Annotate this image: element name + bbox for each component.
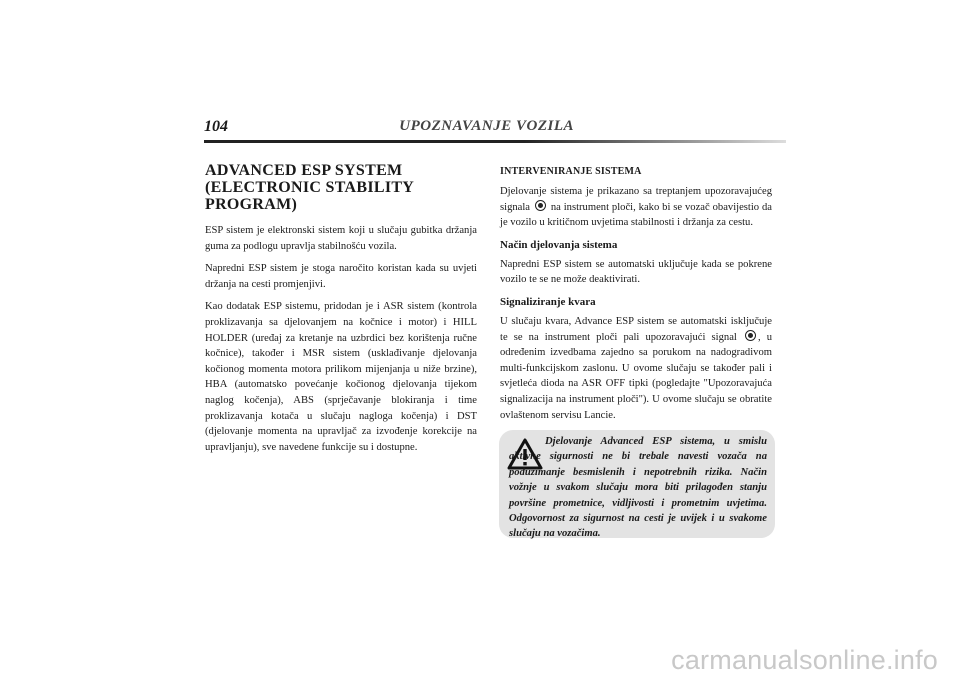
left-column bbox=[205, 162, 477, 462]
heading-fault: Signaliziranje kvara bbox=[500, 295, 596, 308]
paragraph-systems: Kao dodatak ESP sistemu, pridodan je i ASR sistem (kontrola proklizavanja sa djelovanjem na kočnice i motor) i HILL HOLDER (uređaj za kretanje na uzbrdici bez korištenja ručne kočnice), također i MSR sistem (usklađivanje djelovanja kočionog momenta motora prilikom mijenjanja u niže brzine), HBA (automatsko povećanje kočionog djelovanja tijekom naglog kočenja), ABS (sprječavanje blokiranja i time proklizavanja kotača u slučaju nagloga kočenja) i DST (djelovanje momenta na upravljač za izvođenje korekcije na upravljanju), sve navedene funkcije su i dostupne. bbox=[205, 301, 477, 453]
paragraph-fault bbox=[500, 314, 772, 423]
article-title: ADVANCED ESP SYSTEM (ELECTRONIC STABILITY PROGRAM) bbox=[205, 162, 414, 213]
watermark: carmanualsonline.info bbox=[671, 645, 938, 675]
esp-warning-icon bbox=[745, 330, 756, 341]
paragraph-intervention-part1: Djelovanje sistema je prikazano sa treptanjem upozoravajućeg signala bbox=[500, 186, 772, 213]
warning-text: Djelovanje Advanced ESP sistema, u smislu aktivne sigurnosti ne bi trebale navesti vozača na poduzimanje besmislenih i nepotrebnih rizika. Način vožnje u svakom slučaju mora biti prilagođen stanju površine prometnice, vidljivosti i prometnim uvjetima. Odgovornost za sigurnost na cesti je uvijek i u svakome slučaju na vozačima. bbox=[509, 436, 767, 540]
paragraph-conditions: Napredni ESP sistem je stoga naročito koristan kada su uvjeti držanja na cesti promjenjivi. bbox=[205, 263, 477, 290]
paragraph-fault-part1: U slučaju kvara, Advance ESP sistem se automatski isključuje te se na instrument ploči pali upozoravajući signal bbox=[500, 315, 772, 343]
page-header bbox=[204, 118, 786, 148]
page-number: 104 bbox=[204, 118, 228, 135]
section-title: UPOZNAVANJE VOZILA bbox=[399, 118, 574, 134]
heading-operation: Način djelovanja sistema bbox=[500, 238, 618, 251]
right-column bbox=[500, 165, 772, 430]
warning-box bbox=[499, 430, 775, 538]
paragraph-operation: Napredni ESP sistem se automatski uključuje kada se pokrene vozilo te se ne može deaktivirati. bbox=[500, 258, 772, 286]
paragraph-intervention-part2: na instrument ploči, kako bi se vozač obavijestio da je vozilo u kritičnom uvjetima stabilnosti i držanja za cestu. bbox=[500, 201, 772, 229]
header-rule bbox=[204, 140, 786, 143]
paragraph-intervention bbox=[500, 184, 772, 231]
paragraph-intro: ESP sistem je elektronski sistem koji u slučaju gubitka držanja guma za podlogu upravlja stabilnošću vozila. bbox=[205, 225, 477, 252]
paragraph-fault-part2: , u određenim izvedbama zajedno sa porukom na nadogradivom multi-funkcijskom zaslonu. U ovome slučaju se također pali i svjetleća dioda na ASR OFF tipki (pogledajte "Upozoravajuća signalizacija na instrument ploči"). U ovome slučaju se obratite ovlaštenom servisu Lancie. bbox=[500, 331, 773, 421]
esp-warning-icon bbox=[535, 200, 546, 211]
heading-intervention: INTERVENIRANJE SISTEMA bbox=[500, 166, 642, 177]
